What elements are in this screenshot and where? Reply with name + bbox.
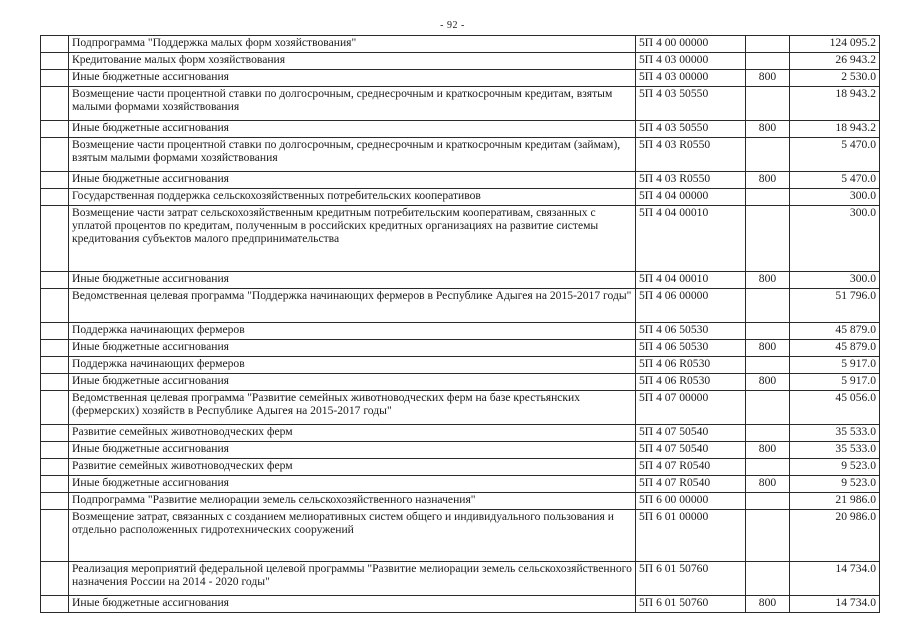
table-row [41,391,880,425]
blank-cell [41,323,69,340]
row-expense-type [746,53,790,70]
row-code: 5П 4 06 R0530 [636,374,746,391]
row-expense-type: 800 [746,340,790,357]
row-name: Поддержка начинающих фермеров [69,357,636,374]
row-name: Возмещение части процентной ставки по долгосрочным, среднесрочным и краткосрочным кредитам (займам), взятым малыми формами хозяйствования [69,138,636,172]
row-amount: 300.0 [790,272,880,289]
row-code: 5П 4 06 50530 [636,340,746,357]
blank-cell [41,374,69,391]
table-row [41,121,880,138]
table-row [41,442,880,459]
blank-cell [41,138,69,172]
table-row [41,323,880,340]
row-code: 5П 4 04 00010 [636,272,746,289]
row-code: 5П 4 07 00000 [636,391,746,425]
row-name: Ведомственная целевая программа "Развитие семейных животноводческих ферм на базе крестьянских (фермерских) хозяйств в Республике Адыгея на 2015-2017 годы" [69,391,636,425]
row-name: Кредитование малых форм хозяйствования [69,53,636,70]
row-name: Ведомственная целевая программа "Поддержка начинающих фермеров в Республике Адыгея на 2015-2017 годы" [69,289,636,323]
table-row [41,53,880,70]
row-expense-type: 800 [746,272,790,289]
row-code: 5П 4 03 50550 [636,121,746,138]
row-code: 5П 4 07 R0540 [636,459,746,476]
row-expense-type: 800 [746,121,790,138]
blank-cell [41,562,69,596]
table-row [41,206,880,272]
blank-cell [41,272,69,289]
row-name: Иные бюджетные ассигнования [69,172,636,189]
row-name: Иные бюджетные ассигнования [69,596,636,613]
row-amount: 14 734.0 [790,562,880,596]
row-code: 5П 4 06 50530 [636,323,746,340]
row-amount: 35 533.0 [790,442,880,459]
row-name: Иные бюджетные ассигнования [69,340,636,357]
blank-cell [41,289,69,323]
table-row [41,493,880,510]
row-expense-type [746,189,790,206]
row-code: 5П 4 03 00000 [636,53,746,70]
row-code: 5П 6 01 50760 [636,596,746,613]
row-code: 5П 4 06 00000 [636,289,746,323]
row-expense-type: 800 [746,596,790,613]
row-name: Подпрограмма "Развитие мелиорации земель сельскохозяйственного назначения" [69,493,636,510]
table-row [41,510,880,562]
table-row [41,172,880,189]
row-expense-type [746,425,790,442]
page-number: - 92 - [440,20,465,31]
row-name: Возмещение части процентной ставки по долгосрочным, среднесрочным и краткосрочным кредитам, взятым малыми формами хозяйствования [69,87,636,121]
row-name: Возмещение части затрат сельскохозяйственным кредитным потребительским кооперативам, связанных с уплатой процентов по кредитам, полученным в российских кредитных организациях на развитие системы кредитования субъектов малого предпринимательства [69,206,636,272]
row-amount: 21 986.0 [790,493,880,510]
row-code: 5П 6 01 00000 [636,510,746,562]
row-name: Государственная поддержка сельскохозяйственных потребительских кооперативов [69,189,636,206]
blank-cell [41,510,69,562]
row-amount: 5 917.0 [790,357,880,374]
row-code: 5П 4 03 R0550 [636,172,746,189]
row-name: Возмещение затрат, связанных с созданием мелиоративных систем общего и индивидуального пользования и отдельно расположенных гидротехнических сооружений [69,510,636,562]
row-amount: 300.0 [790,206,880,272]
row-amount: 35 533.0 [790,425,880,442]
row-amount: 5 917.0 [790,374,880,391]
blank-cell [41,172,69,189]
row-name: Подпрограмма "Поддержка малых форм хозяйствования" [69,36,636,53]
row-name: Иные бюджетные ассигнования [69,442,636,459]
table-row [41,189,880,206]
blank-cell [41,442,69,459]
row-name: Иные бюджетные ассигнования [69,272,636,289]
row-expense-type: 800 [746,70,790,87]
row-name: Иные бюджетные ассигнования [69,121,636,138]
row-amount: 18 943.2 [790,121,880,138]
row-amount: 5 470.0 [790,138,880,172]
row-expense-type: 800 [746,476,790,493]
row-amount: 300.0 [790,189,880,206]
row-amount: 124 095.2 [790,36,880,53]
row-amount: 45 879.0 [790,340,880,357]
row-code: 5П 6 00 00000 [636,493,746,510]
row-expense-type [746,357,790,374]
blank-cell [41,206,69,272]
row-expense-type: 800 [746,172,790,189]
table-row [41,70,880,87]
row-expense-type [746,36,790,53]
table-row [41,289,880,323]
blank-cell [41,391,69,425]
row-expense-type: 800 [746,374,790,391]
row-name: Развитие семейных животноводческих ферм [69,459,636,476]
row-expense-type [746,459,790,476]
row-code: 5П 4 03 R0550 [636,138,746,172]
table-row [41,357,880,374]
blank-cell [41,596,69,613]
row-amount: 2 530.0 [790,70,880,87]
row-expense-type [746,562,790,596]
blank-cell [41,70,69,87]
row-amount: 9 523.0 [790,476,880,493]
row-code: 5П 4 03 00000 [636,70,746,87]
row-amount: 9 523.0 [790,459,880,476]
row-code: 5П 4 07 R0540 [636,476,746,493]
row-code: 5П 6 01 50760 [636,562,746,596]
blank-cell [41,121,69,138]
blank-cell [41,189,69,206]
blank-cell [41,459,69,476]
row-code: 5П 4 03 50550 [636,87,746,121]
blank-cell [41,357,69,374]
table-row [41,340,880,357]
row-amount: 51 796.0 [790,289,880,323]
row-amount: 26 943.2 [790,53,880,70]
row-expense-type [746,323,790,340]
row-expense-type [746,391,790,425]
row-amount: 18 943.2 [790,87,880,121]
table-row [41,596,880,613]
table-row [41,272,880,289]
table-row [41,138,880,172]
blank-cell [41,340,69,357]
row-expense-type: 800 [746,442,790,459]
blank-cell [41,53,69,70]
row-name: Иные бюджетные ассигнования [69,476,636,493]
row-amount: 20 986.0 [790,510,880,562]
row-code: 5П 4 00 00000 [636,36,746,53]
budget-table [40,35,880,613]
row-expense-type [746,206,790,272]
row-code: 5П 4 06 R0530 [636,357,746,374]
row-expense-type [746,493,790,510]
blank-cell [41,87,69,121]
row-code: 5П 4 07 50540 [636,425,746,442]
budget-table-body [41,36,880,613]
table-row [41,425,880,442]
table-row [41,36,880,53]
table-row [41,459,880,476]
row-name: Реализация мероприятий федеральной целевой программы "Развитие мелиорации земель сельскохозяйственного назначения России на 2014 - 2020 годы" [69,562,636,596]
row-amount: 45 056.0 [790,391,880,425]
blank-cell [41,36,69,53]
row-name: Иные бюджетные ассигнования [69,70,636,87]
row-name: Поддержка начинающих фермеров [69,323,636,340]
row-name: Развитие семейных животноводческих ферм [69,425,636,442]
table-row [41,562,880,596]
row-expense-type [746,289,790,323]
row-amount: 5 470.0 [790,172,880,189]
row-amount: 14 734.0 [790,596,880,613]
row-expense-type [746,87,790,121]
table-row [41,87,880,121]
row-code: 5П 4 04 00000 [636,189,746,206]
table-row [41,476,880,493]
blank-cell [41,425,69,442]
blank-cell [41,476,69,493]
row-name: Иные бюджетные ассигнования [69,374,636,391]
row-amount: 45 879.0 [790,323,880,340]
blank-cell [41,493,69,510]
row-code: 5П 4 07 50540 [636,442,746,459]
row-expense-type [746,510,790,562]
row-expense-type [746,138,790,172]
row-code: 5П 4 04 00010 [636,206,746,272]
table-row [41,374,880,391]
